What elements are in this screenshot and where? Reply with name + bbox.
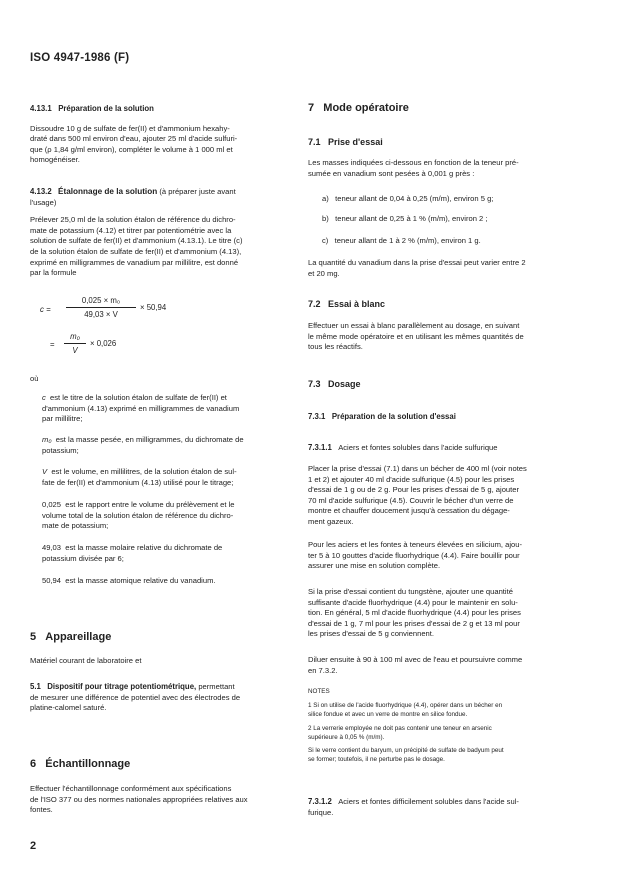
page-number: 2 <box>30 840 37 852</box>
list-text: teneur allant de 1 à 2 % (m/m), environ 1 g. <box>334 236 481 245</box>
paragraph-line: Si la prise d'essai contient du tungstène, ajouter une quantité <box>308 587 513 596</box>
section-title-rest: (à préparer juste avant <box>159 187 236 196</box>
section-7-3-1-heading <box>308 412 456 421</box>
note-line: 1 Si on utilise de l'acide fluorhydrique (4.4), opérer dans un bécher en <box>308 702 503 709</box>
paragraph-line: de mesurer une différence de potentiel avec des électrodes de <box>30 692 241 702</box>
section-7-3-1-1-p3 <box>308 587 588 640</box>
section-title: Dosage <box>328 379 361 389</box>
section-7-3-1-1-p1 <box>308 464 588 528</box>
paragraph-line: Prélever 25,0 ml de la solution étalon de référence du dichro- <box>30 215 236 225</box>
def-line: fate de fer(II) et d'ammonium (4.13) utilisé pour le titrage; <box>42 477 234 487</box>
paragraph-line: La quantité du vanadium dans la prise d'essai peut varier entre 2 <box>308 258 526 267</box>
section-7-1-body <box>308 158 588 179</box>
paragraph-line: Les masses indiquées ci-dessous en fonction de la teneur pré- <box>308 158 519 167</box>
list-item-c <box>322 236 481 245</box>
section-title: Appareillage <box>45 631 112 643</box>
formula-multiplier: × 50,94 <box>140 303 167 312</box>
section-number: 6 <box>30 758 37 770</box>
fraction-bar <box>66 307 136 308</box>
paragraph-line: Diluer ensuite à 90 à 100 ml avec de l'eau et poursuivre comme <box>308 655 523 664</box>
section-title: Échantillonnage <box>45 758 131 770</box>
paragraph-line: platine-calomel saturé. <box>30 703 107 713</box>
paragraph-line: montre et chauffer doucement jusqu'à cessation du dégage- <box>308 506 510 516</box>
section-5-heading <box>30 631 111 643</box>
paragraph-line: suffisante d'acide fluorhydrique (4.4) pour le maintenir en solu- <box>308 597 518 607</box>
notes-block <box>308 687 588 764</box>
paragraph-line: 1 et 2) et ajouter 40 ml d'acide sulfurique (4.5) pour les prises <box>308 474 515 484</box>
paragraph-line: assurer une mise en solution complète. <box>308 561 441 571</box>
section-title: Étalonnage de la solution <box>58 187 158 196</box>
section-number: 7.2 <box>308 299 321 309</box>
section-7-2-body <box>308 321 588 353</box>
def-term: 0,025 <box>42 500 62 509</box>
paragraph-line: de l'ISO 377 ou des normes nationales appropriées relatives aux <box>30 794 248 804</box>
def-line: est le volume, en millilitres, de la solution étalon de sul- <box>51 467 237 476</box>
def-line: est la masse atomique relative du vanadium. <box>65 576 216 585</box>
section-title-line2: l'usage) <box>30 197 57 207</box>
def-term: 50,94 <box>42 576 62 585</box>
section-7-3-1-1-p4 <box>308 655 588 676</box>
section-7-3-1-2 <box>308 797 588 818</box>
paragraph-line: solution de sulfate de fer(II) et d'ammonium (4.13.1). Le titre (c) <box>30 236 243 246</box>
section-title: Aciers et fontes solubles dans l'acide sulfurique <box>338 443 498 452</box>
paragraph-line: et 20 mg. <box>308 268 340 278</box>
section-number: 7.3 <box>308 379 321 389</box>
def-line: par millilitre; <box>42 414 83 424</box>
section-6-body <box>30 784 296 816</box>
section-7-3-1-1-p2 <box>308 540 588 572</box>
paragraph-line: tous les réactifs. <box>308 342 363 352</box>
section-number: 5.1 <box>30 682 41 691</box>
section-5-intro: Matériel courant de laboratoire et <box>30 656 142 665</box>
section-number: 7.3.1.2 <box>308 797 332 806</box>
section-number: 4.13.2 <box>30 187 52 196</box>
def-line: d'ammonium (4.13) exprimé en milligrammes de vanadium <box>42 403 240 413</box>
section-number: 4.13.1 <box>30 104 52 113</box>
formula-lhs: c = <box>40 305 51 314</box>
formula-numerator: 0,025 × m₀ <box>81 296 121 305</box>
section-number: 7.3.1 <box>308 412 326 421</box>
section-4-13-2 <box>30 187 296 279</box>
paragraph-line: ter 5 à 10 gouttes d'acide fluorhydrique (4.4). Faire bouillir pour <box>308 550 520 560</box>
titre-formula <box>30 296 296 376</box>
section-7-heading <box>308 102 409 114</box>
section-title-line2: furique. <box>308 807 334 817</box>
paragraph-line: Effectuer un essai à blanc parallèlement au dosage, en suivant <box>308 321 520 330</box>
standard-header: ISO 4947-1986 (F) <box>30 52 130 64</box>
section-7-2-heading <box>308 299 385 309</box>
paragraph-line: exprimé en milligrammes de vanadium par millilitre, est donné <box>30 257 239 267</box>
note-line: supérieure à 0,05 % (m/m). <box>308 734 385 741</box>
section-title: Essai à blanc <box>328 299 386 309</box>
paragraph-line: draté dans 500 ml environ d'eau, ajouter 25 ml d'acide sulfuri- <box>30 134 238 144</box>
paragraph-line: sumée en vanadium sont pesées à 0,001 g près : <box>308 168 475 178</box>
paragraph-line: Placer la prise d'essai (7.1) dans un bécher de 400 ml (voir notes <box>308 464 527 473</box>
def-term: c <box>42 393 46 402</box>
paragraph-line: Effectuer l'échantillonnage conformément aux spécifications <box>30 784 232 793</box>
def-line: est le titre de la solution étalon de sulfate de fer(II) et <box>50 393 227 402</box>
section-title-rest: permettant <box>198 682 235 691</box>
paragraph-line: ment gazeux. <box>308 516 354 526</box>
formula-denominator: 49,03 × V <box>84 310 118 319</box>
paragraph-line: en 7.3.2. <box>308 665 338 675</box>
section-7-3-heading <box>308 379 361 389</box>
section-title: Préparation de la solution <box>58 104 154 113</box>
section-title: Prise d'essai <box>328 137 383 147</box>
note-line: 2 La verrerie employée ne doit pas contenir une teneur en arsenic <box>308 725 492 732</box>
note-line: silice fondue et avec un verre de montre en silice fondue. <box>308 711 468 718</box>
list-text: teneur allant de 0,25 à 1 % (m/m), environ 2 ; <box>335 214 488 223</box>
def-line: est le rapport entre le volume du prélèvement et le <box>65 500 235 509</box>
formula-multiplier-2: × 0,026 <box>90 339 117 348</box>
list-label: c) <box>322 236 329 245</box>
section-7-1-heading <box>308 137 383 147</box>
paragraph-line: homogénéiser. <box>30 155 80 165</box>
paragraph-line: Pour les aciers et les fontes à teneurs élevées en silicium, ajou- <box>308 540 522 549</box>
section-title: Préparation de la solution d'essai <box>331 412 456 421</box>
paragraph-line: fontes. <box>30 805 53 815</box>
section-number: 5 <box>30 631 37 643</box>
def-line: mate de potassium; <box>42 521 109 531</box>
definition-5094 <box>42 576 296 587</box>
paragraph-line: d'essai de 1 g ou de 2 g. Pour les prises d'essai de 5 g, ajouter <box>308 485 520 495</box>
list-label: a) <box>322 194 329 203</box>
section-title: Aciers et fontes difficilement solubles dans l'acide sul- <box>338 797 519 806</box>
paragraph-line: de la solution étalon de sulfate de fer(II) et d'ammonium (4.13), <box>30 246 242 256</box>
paragraph-line: 70 ml d'acide sulfurique (4.5). Couvrir le bécher d'un verre de <box>308 495 514 505</box>
section-4-13-1 <box>30 104 296 166</box>
def-line: est la masse molaire relative du dichromate de <box>65 543 223 552</box>
formula-equals: = <box>50 340 55 349</box>
paragraph-line: le même mode opératoire et en utilisant les mêmes quantités de <box>308 331 524 341</box>
section-title: Dispositif pour titrage potentiométrique, <box>47 682 197 691</box>
definition-v <box>42 467 296 488</box>
note-line: Si le verre contient du baryum, un précipité de sulfate de badyum peut <box>308 747 504 754</box>
def-line: est la masse pesée, en milligrammes, du dichromate de <box>55 435 244 444</box>
definition-c <box>42 393 296 425</box>
def-line: potassium divisée par 6; <box>42 553 124 563</box>
list-item-b <box>322 214 488 223</box>
formula-numerator-2: m₀ <box>70 332 80 341</box>
list-label: b) <box>322 214 329 223</box>
def-term: m₀ <box>42 435 52 444</box>
paragraph-line: tion. En général, 5 ml d'acide fluorhydrique (4.4) pour les prises <box>308 608 521 618</box>
section-number: 7.3.1.1 <box>308 443 332 452</box>
section-5-1 <box>30 682 296 714</box>
definition-4903 <box>42 543 296 564</box>
def-term: 49,03 <box>42 543 62 552</box>
list-item-a <box>322 194 493 203</box>
definition-m0 <box>42 435 296 456</box>
section-6-heading <box>30 758 130 770</box>
formula-denominator-2: V <box>72 346 78 355</box>
paragraph-line: les prises d'essai de 5 g conviennent. <box>308 629 434 639</box>
note-line: se former; toutefois, il ne perturbe pas le dosage. <box>308 756 445 763</box>
paragraph-line: d'essai de 1 g, 7 ml pour les prises d'essai de 2 g et 13 ml pour <box>308 618 520 628</box>
paragraph-line: que (ρ 1,84 g/ml environ), compléter le volume à 1 000 ml et <box>30 144 233 154</box>
paragraph-line: mate de potassium (4.12) et titrer par potentiométrie avec la <box>30 225 232 235</box>
section-7-1-after <box>308 258 588 279</box>
paragraph-line: par la formule <box>30 268 77 278</box>
def-line: potassium; <box>42 445 79 455</box>
paragraph-line: Dissoudre 10 g de sulfate de fer(II) et d'ammonium hexahy- <box>30 123 230 133</box>
list-text: teneur allant de 0,04 à 0,25 (m/m), environ 5 g; <box>335 194 494 203</box>
section-number: 7 <box>308 102 315 114</box>
section-number: 7.1 <box>308 137 321 147</box>
ou-label: où <box>30 374 39 383</box>
def-term: V <box>42 467 48 476</box>
def-line: volume total de la solution étalon de référence du dichro- <box>42 510 234 520</box>
definition-0025 <box>42 500 296 532</box>
fraction-bar <box>64 343 86 344</box>
section-7-3-1-1-heading <box>308 443 498 452</box>
notes-title: NOTES <box>308 688 330 695</box>
section-title: Mode opératoire <box>323 102 409 114</box>
